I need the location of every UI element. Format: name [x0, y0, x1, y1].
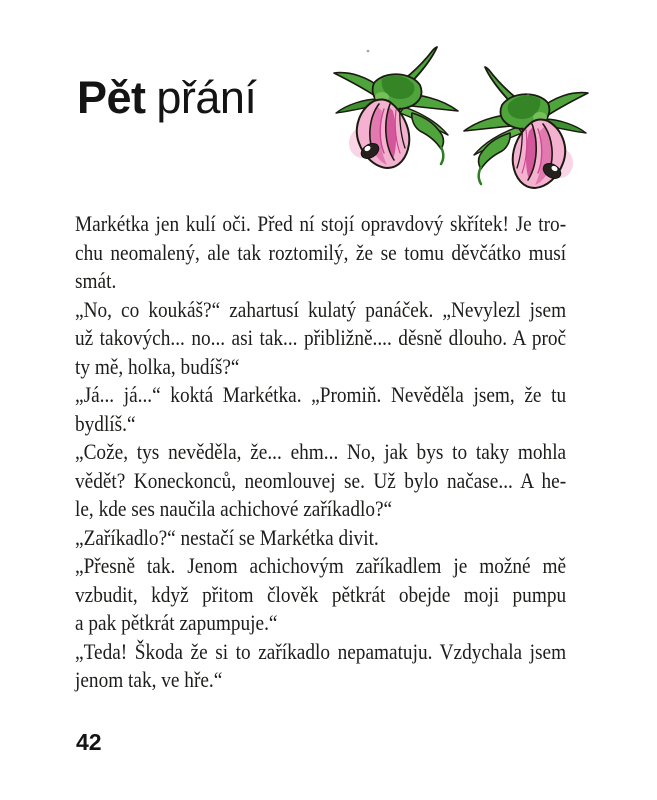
text-line: Markétka jen kulí oči. Před ní stojí opravdový skřítek! Je tro- [75, 211, 567, 236]
paragraph [75, 210, 566, 296]
chapter-title-rest: přání [156, 72, 257, 123]
paragraph [75, 552, 566, 638]
paragraph [75, 638, 566, 695]
text-line: „Zaříkadlo?“ nestačí se Markétka divit. [75, 524, 379, 550]
chapter-title-bold-word: Pět [77, 72, 146, 123]
text-line: vzbudit, když přitom člověk pětkrát obejde moji pumpu [75, 581, 567, 607]
right-rosebud [464, 67, 588, 188]
rose-illustration [330, 45, 592, 195]
paragraph [75, 381, 566, 438]
text-line: a pak pětkrát zapumpuje.“ [75, 610, 278, 635]
text-line: bydlíš.“ [75, 410, 136, 436]
text-line: chu neomalený, ale tak roztomilý, že se tomu děvčátko musí [75, 239, 567, 265]
paragraph [75, 296, 566, 382]
text-line: jenom tak, ve hře.“ [75, 667, 223, 692]
paragraph [75, 438, 566, 524]
text-line: „Cože, tys nevěděla, že... ehm... No, jak bys to taky mohla [75, 439, 567, 464]
text-line: le, kde ses naučila achichové zaříkadlo?“ [75, 496, 393, 521]
text-line: „Teda! Škoda že si to zaříkadlo nepamatuju. Vzdychala jsem [75, 638, 567, 664]
text-line: smát. [75, 268, 117, 293]
ink-speck [527, 94, 529, 96]
text-line: vědět? Koneckonců, neomlouvej se. Už bylo načase... A he- [75, 467, 567, 493]
ink-speck [367, 50, 370, 53]
paragraph [75, 524, 566, 553]
left-rosebud [334, 47, 458, 168]
page-title [77, 72, 256, 124]
text-line: „No, co koukáš?“ zahartusí kulatý panáček. „Nevylezl jsem [75, 296, 567, 322]
text-line: „Já... já...“ koktá Markétka. „Promiň. Nevěděla jsem, že tu [75, 382, 567, 407]
page-number: 42 [76, 729, 102, 755]
text-line: ty mě, holka, budíš?“ [75, 353, 240, 379]
story-text [75, 210, 566, 695]
text-line: „Přesně tak. Jenom achichovým zaříkadlem je možné mě [75, 553, 567, 578]
text-line: už takových... no... asi tak... přibližně.... děsně dlouho. A proč [75, 325, 567, 350]
